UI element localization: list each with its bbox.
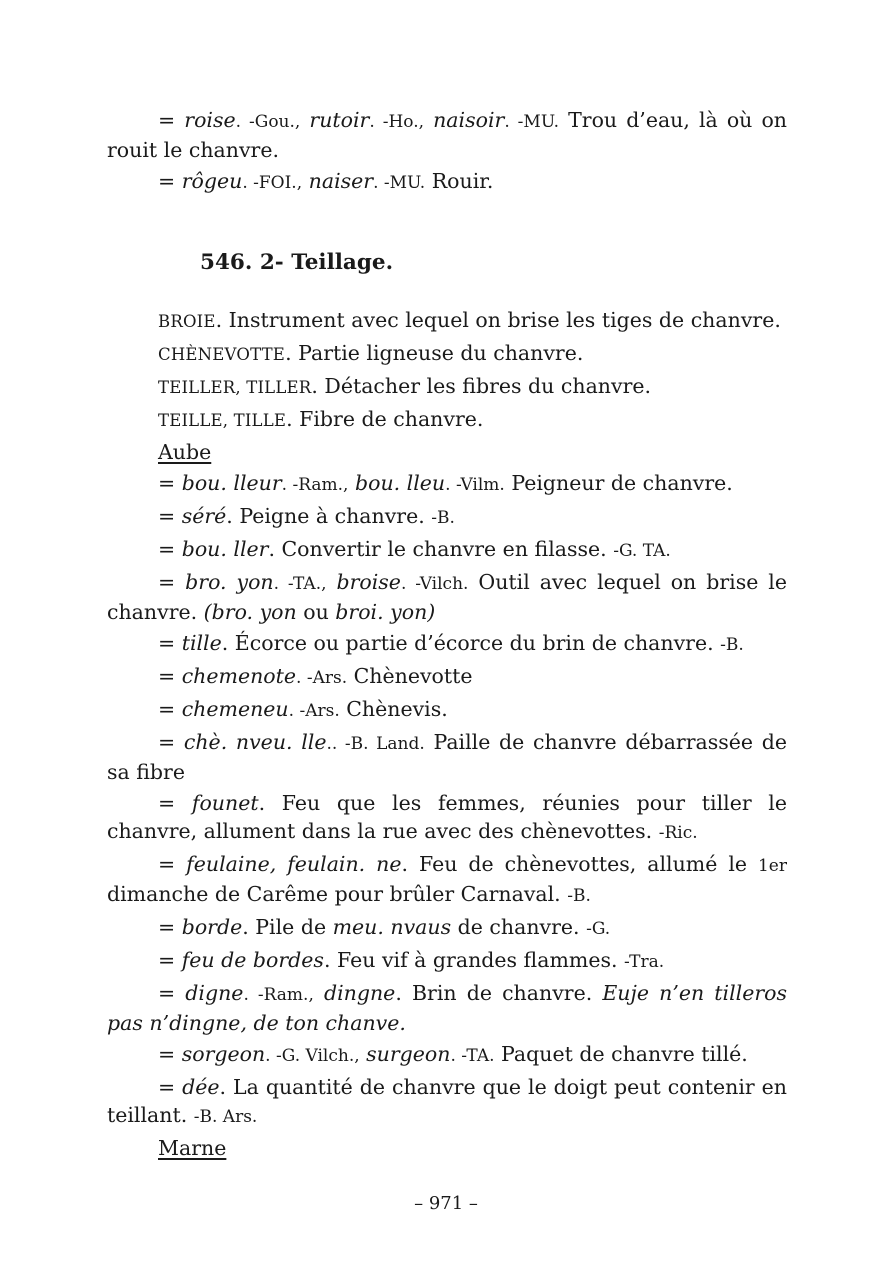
entry-feulaine: = feulaine, feulain. ne. Feu de chènevottes, allumé le 1er dimanche de Carême pour brûler Carnaval. -B. (107, 852, 787, 906)
entry-sere: = séré. Peigne à chanvre. -B. (158, 504, 455, 528)
page-number: – 971 – (414, 1193, 478, 1214)
entry-bouiller: = bou. ller. Convertir le chanvre en filasse. -G. TA. (158, 537, 671, 561)
entry-dee: = dée. La quantité de chanvre que le doigt peut contenir en teillant. -B. Ars. (107, 1075, 787, 1127)
top-entries (107, 106, 787, 200)
section-body (107, 306, 787, 1165)
entry-chemenote: = chemenote. -Ars. Chènevotte (158, 664, 473, 688)
entry-chemeneu: = chemeneu. -Ars. Chènevis. (158, 697, 448, 721)
region-heading-aube: Aube (158, 440, 212, 464)
entry-founet: = founet. Feu que les femmes, réunies pour tiller le chanvre, allument dans la rue avec des chènevottes. -Ric. (107, 791, 787, 843)
entry-chenveulle: = chè. nveu. lle.. -B. Land. Paille de chanvre débarrassée de sa fibre (107, 730, 787, 784)
entry-digne: = digne. -Ram., dingne. Brin de chanvre. Euje n’en tilleros pas n’dingne, de ton chanve. (107, 981, 787, 1035)
entry-broyon: = bro. yon. -TA., broise. -Vilch. Outil avec lequel on brise le chanvre. (bro. yon ou broi. yon) (107, 570, 787, 624)
region-heading-marne: Marne (158, 1136, 227, 1160)
definition-teille: TEILLE, TILLE. Fibre de chanvre. (158, 407, 484, 431)
section-heading: 546. 2- Teillage. (200, 250, 394, 275)
entry-roise: = roise. -Gou., rutoir. -Ho., naisoir. -MU. Trou d’eau, là où on rouit le chanvre. (107, 108, 788, 162)
entry-tille: = tille. Écorce ou partie d’écorce du brin de chanvre. -B. (158, 631, 744, 655)
entry-feu-de-bordes: = feu de bordes. Feu vif à grandes flammes. -Tra. (158, 948, 665, 972)
definition-broie: BROIE. Instrument avec lequel on brise les tiges de chanvre. (158, 308, 781, 332)
entry-bouilleur: = bou. lleur. -Ram., bou. lleu. -Vilm. Peigneur de chanvre. (158, 471, 733, 495)
entry-borde: = borde. Pile de meu. nvaus de chanvre. -G. (158, 915, 611, 939)
entry-sorgeon: = sorgeon. -G. Vilch., surgeon. -TA. Paquet de chanvre tillé. (158, 1042, 748, 1066)
definition-teiller: TEILLER, TILLER. Détacher les fibres du chanvre. (158, 374, 652, 398)
definition-chenevotte: CHÈNEVOTTE. Partie ligneuse du chanvre. (158, 341, 584, 365)
entry-rogeu: = rôgeu. -FOI., naiser. -MU. Rouir. (158, 169, 494, 193)
